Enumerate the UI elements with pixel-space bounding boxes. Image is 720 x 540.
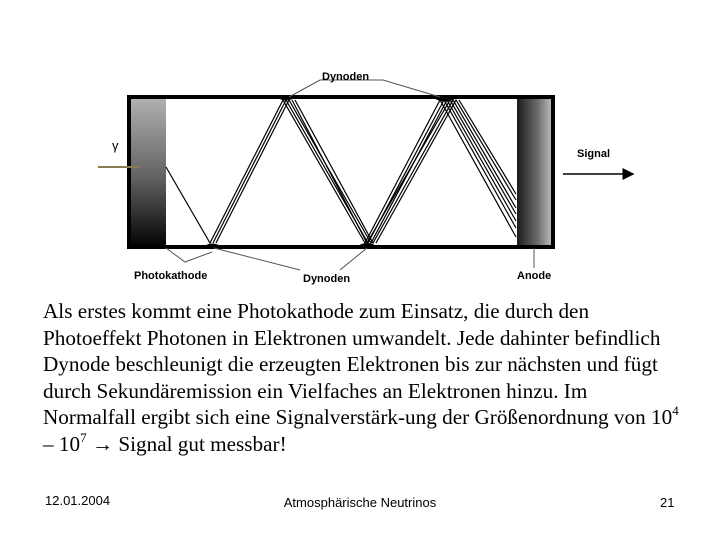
footer-date: 12.01.2004: [45, 493, 111, 508]
footer-title: Atmosphärische Neutrinos: [283, 495, 437, 510]
gamma-label: γ: [112, 138, 119, 153]
text-part3: Signal gut messbar!: [118, 431, 287, 456]
anode-label: Anode: [517, 270, 552, 282]
photocathode: [131, 99, 166, 245]
text-part1: Als erstes kommt eine Photokathode zum Einsatz, die durch den Photoeffekt Photonen in Elektronen umwandelt. Jede dahinter befindlich Dynode beschleunigt die erzeugten Elektronen bis zur nächsten und fügt durch Sekundäremission ein Vielfaches an Elektronen hinzu. Im Normalfall ergibt sich eine Signalverstärk-ung der Größenordnung von 10: [43, 299, 673, 430]
exponent-4: 4: [672, 403, 679, 419]
description-paragraph: [43, 298, 683, 458]
dynodes-bottom-label: Dynoden: [303, 273, 351, 285]
tube-frame: [129, 97, 553, 247]
exponent-7: 7: [80, 429, 87, 445]
footer-page-number: 21: [660, 495, 675, 510]
dynodes-top-label: Dynoden: [322, 71, 370, 83]
anode: [517, 99, 551, 245]
arrow-glyph: →: [86, 431, 119, 456]
photocathode-label: Photokathode: [134, 270, 208, 282]
text-part2: – 10: [43, 431, 81, 456]
signal-label: Signal: [577, 148, 611, 160]
